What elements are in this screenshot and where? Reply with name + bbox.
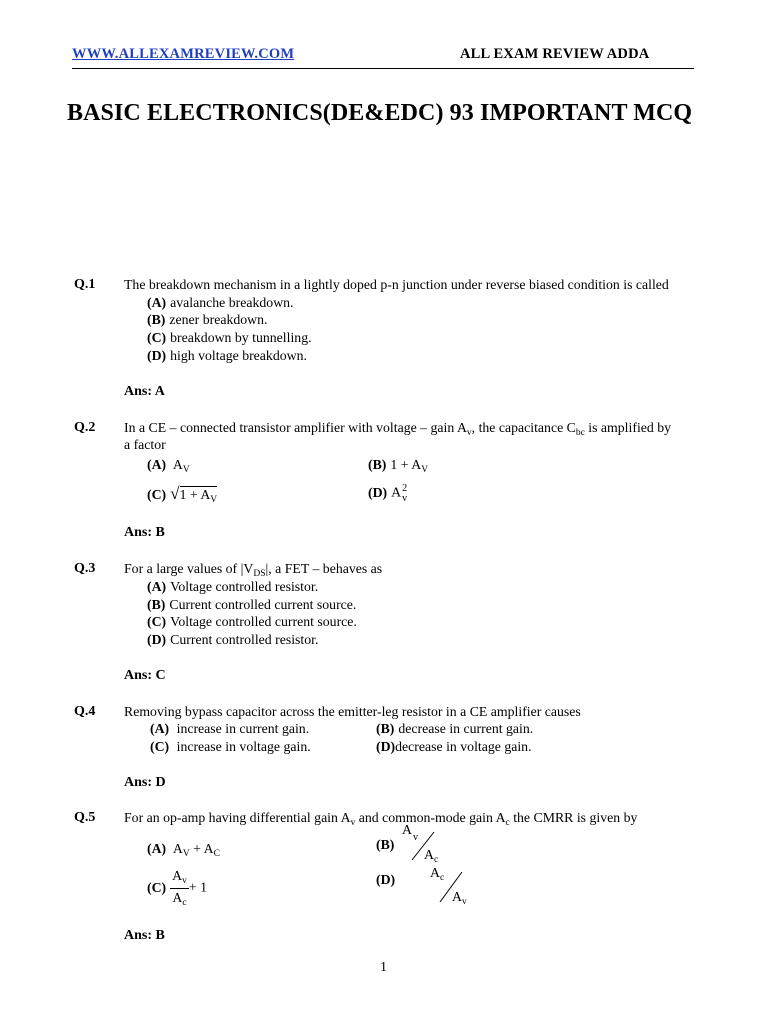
q3-option-d: [147, 632, 318, 648]
option-label: (D): [147, 348, 167, 363]
option-supsub: [402, 484, 407, 503]
q5-option-d-den: [452, 889, 467, 907]
option-label: (C): [150, 739, 170, 754]
sqrt-icon: √: [170, 484, 180, 503]
option-num-sub: c: [439, 873, 445, 883]
option-text: increase in current gain.: [176, 721, 310, 736]
q2-text-b: , the capacitance C: [471, 420, 576, 435]
option-num-sub: v: [413, 832, 418, 843]
option-text: high voltage breakdown.: [170, 348, 307, 363]
question-number-4: Q.4: [74, 704, 96, 719]
question-text-1: The breakdown mechanism in a lightly doped p-n junction under reverse biased condition is called: [124, 277, 669, 292]
answer-1: Ans: A: [124, 384, 165, 399]
option-text: avalanche breakdown.: [170, 295, 294, 310]
option-sub: V: [210, 495, 218, 505]
q5-sub-2: c: [505, 818, 510, 828]
option-label: (C): [147, 487, 167, 502]
page-number: 1: [380, 960, 387, 975]
question-text-2: [124, 420, 671, 438]
q5-option-b-den: [424, 847, 438, 865]
q3-option-a: [147, 579, 318, 595]
option-text: decrease in current gain.: [398, 721, 534, 736]
question-number-1: Q.1: [74, 277, 96, 292]
option-label: (A): [147, 457, 167, 472]
option-plus: + A: [189, 841, 214, 856]
q2-sub-2: bc: [575, 428, 585, 438]
q4-option-d: [376, 739, 532, 755]
q2-option-c: [147, 484, 217, 505]
site-link[interactable]: WWW.ALLEXAMREVIEW.COM: [72, 46, 295, 62]
q4-option-a: [150, 721, 309, 737]
question-number-5: Q.5: [74, 810, 96, 825]
q2-text-a: In a CE – connected transistor amplifier with voltage – gain A: [124, 420, 467, 435]
option-text: increase in voltage gain.: [176, 739, 311, 754]
option-label: (C): [147, 614, 167, 629]
question-text-4: Removing bypass capacitor across the emitter-leg resistor in a CE amplifier causes: [124, 704, 581, 719]
page-title: BASIC ELECTRONICS(DE&EDC) 93 IMPORTANT MCQ: [67, 100, 693, 126]
option-label: (A): [147, 841, 167, 856]
header-rule: [72, 68, 694, 69]
option-text: A: [391, 484, 402, 500]
option-den: A: [452, 889, 462, 904]
option-label: (B): [368, 457, 387, 472]
option-den-sub: v: [461, 897, 467, 907]
option-num-sub: v: [182, 876, 187, 886]
q2-option-a: [147, 457, 190, 475]
answer-5: Ans: B: [124, 928, 165, 943]
q2-sub-1: v: [466, 428, 472, 438]
option-text: breakdown by tunnelling.: [170, 330, 312, 345]
fraction-num: [170, 869, 189, 889]
q5-text-c: the CMRR is given by: [509, 810, 638, 825]
option-text: 1 + A: [390, 457, 422, 472]
q5-option-c: [147, 869, 207, 908]
option-text: zener breakdown.: [169, 312, 268, 327]
option-sub: V: [421, 465, 429, 475]
option-text: Voltage controlled resistor.: [170, 579, 319, 594]
fraction-den: [170, 889, 189, 909]
answer-3: Ans: C: [124, 668, 166, 683]
q5-sub-1: v: [350, 818, 356, 828]
question-text-5: [124, 810, 637, 828]
question-number-2: Q.2: [74, 420, 96, 435]
question-text-3: [124, 561, 382, 579]
answer-2: Ans: B: [124, 525, 165, 540]
option-sub: C: [213, 849, 220, 859]
option-label: (D): [376, 739, 396, 754]
q5-text-a: For an op-amp having differential gain A: [124, 810, 351, 825]
brand-name: ALL EXAM REVIEW ADDA: [460, 46, 650, 62]
q3-sub: DS: [253, 569, 266, 579]
q4-option-c: [150, 739, 311, 755]
q1-option-b: [147, 312, 267, 328]
option-num: A: [172, 868, 183, 883]
question-number-3: Q.3: [74, 561, 96, 576]
q2-option-b: [368, 457, 428, 475]
option-sub: V: [182, 465, 190, 475]
option-text: decrease in voltage gain.: [395, 739, 532, 754]
option-sup: 2: [402, 483, 408, 494]
q1-option-d: [147, 348, 307, 364]
option-text: Current controlled current source.: [169, 597, 357, 612]
q1-option-c: [147, 330, 312, 346]
option-label: (D): [368, 484, 388, 500]
q4-option-b: [376, 721, 533, 737]
answer-4: Ans: D: [124, 775, 166, 790]
q3-text-b: |, a FET – behaves as: [265, 561, 383, 576]
option-num: A: [402, 822, 412, 837]
option-text: A: [172, 457, 183, 472]
q3-text-a: For a large values of |V: [124, 561, 254, 576]
option-label: (B): [376, 721, 395, 736]
option-den-sub: c: [182, 897, 187, 908]
option-label: (A): [147, 295, 167, 310]
option-den: A: [172, 889, 183, 905]
option-label: (A): [147, 579, 167, 594]
option-den-sub: c: [433, 855, 439, 865]
option-tail: + 1: [188, 879, 208, 895]
q1-option-a: [147, 295, 294, 311]
q5-option-b-label: [376, 837, 398, 853]
option-num: A: [430, 865, 440, 880]
option-sub: v: [402, 492, 408, 504]
q3-option-b: [147, 597, 356, 613]
q5-option-a: [147, 841, 220, 859]
option-label: (D): [147, 632, 167, 647]
option-text: A: [172, 841, 183, 856]
sqrt-content: [179, 486, 218, 505]
option-label: (C): [147, 330, 167, 345]
option-den: A: [424, 847, 434, 862]
option-label: (B): [376, 837, 395, 852]
option-text: Current controlled resistor.: [170, 632, 319, 647]
option-text: Voltage controlled current source.: [170, 614, 357, 629]
q2-option-d: [368, 484, 407, 503]
option-label: (A): [150, 721, 170, 736]
question-text-2-line2: a factor: [124, 437, 166, 452]
option-text: 1 + A: [179, 487, 211, 502]
option-sub: V: [182, 849, 190, 859]
fraction: [170, 869, 189, 908]
q5-option-d-label: [376, 872, 399, 888]
option-label: (D): [376, 872, 396, 887]
option-label: (B): [147, 597, 166, 612]
q5-text-b: and common-mode gain A: [355, 810, 506, 825]
option-label: (B): [147, 312, 166, 327]
q3-option-c: [147, 614, 357, 630]
q2-text-c: is amplified by: [584, 420, 672, 435]
option-label: (C): [147, 879, 167, 895]
